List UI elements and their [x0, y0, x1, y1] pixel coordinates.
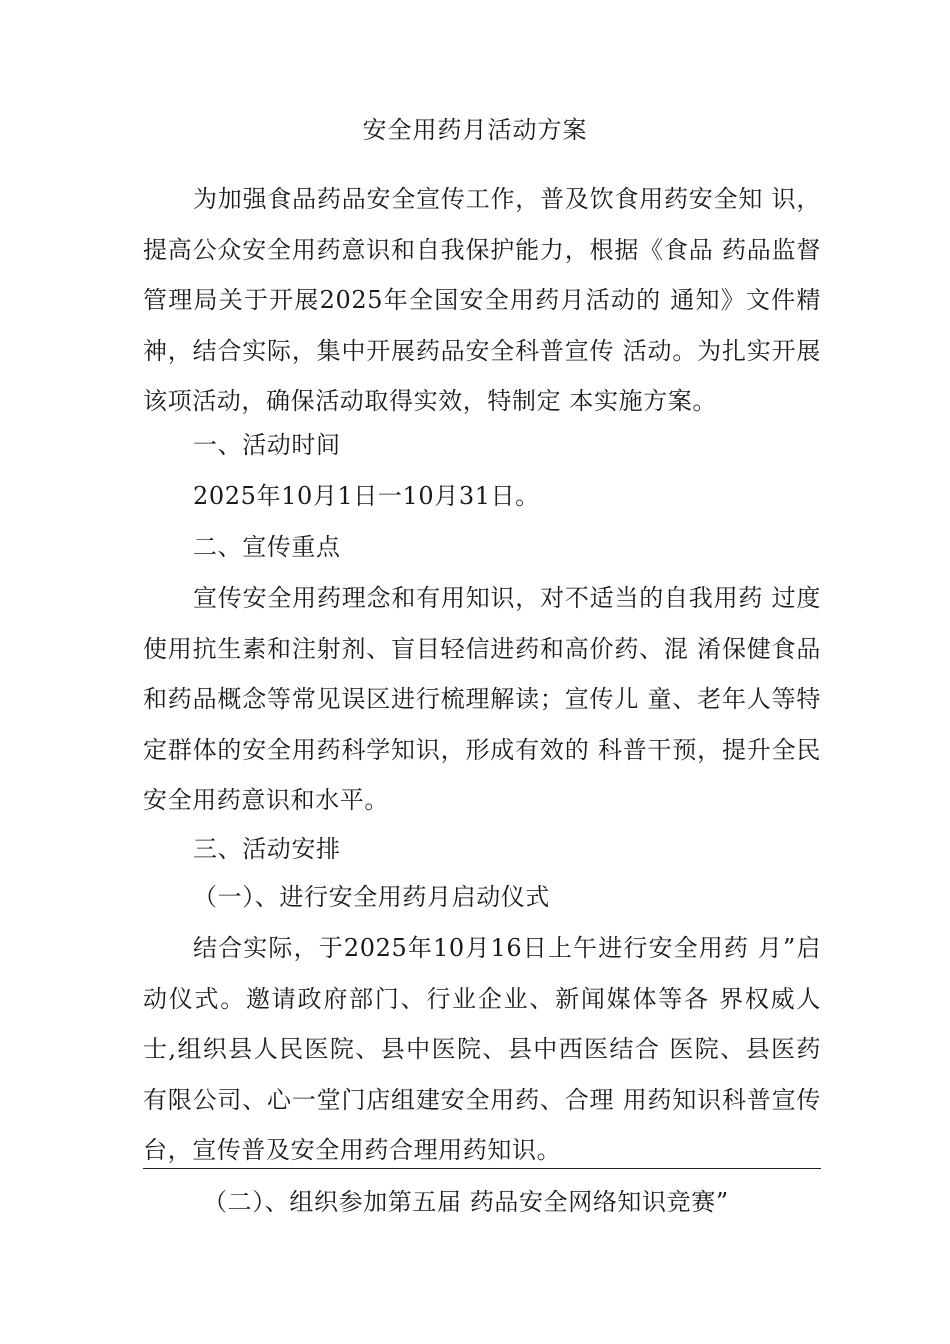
- section1-body: 2025年10月1日一10月31日。: [193, 482, 540, 510]
- section3-heading: 三、活动安排: [193, 835, 341, 863]
- section2-body: 宣传安全用药理念和有用知识，对不适当的自我用药 过度使用抗生素和注射剂、盲目轻信进药和高价药、混 淆保健食品和药品概念等常见误区进行梳理解读；宣传儿 童、老年人等特定群体的安全用药科学知识，形成有效的 科普干预，提升全民安全用药意识和水平。: [143, 584, 821, 814]
- section2-heading: 二、宣传重点: [193, 533, 341, 561]
- section3-sub2-heading: （二）、组织参加第五届 药品安全网络知识竞赛”: [203, 1188, 729, 1216]
- document-title: 安全用药月活动方案: [362, 116, 588, 144]
- section3-sub1-heading: （一）、进行安全用药月启动仪式: [193, 883, 550, 911]
- section3-sub1-body: 结合实际，于2025年10月16日上午进行安全用药 月”启动仪式。邀请政府部门、行业企业、新闻媒体等各 界权威人士,组织县人民医院、县中医院、县中西医结合 医院、县医药有限公司、心一堂门店组建安全用药、合理 用药知识科普宣传台，宣传普及安全用药合理用药知识。: [143, 934, 821, 1164]
- section1-heading: 一、活动时间: [193, 431, 341, 459]
- intro-paragraph: 为加强食品药品安全宣传工作，普及饮食用药安全知 识，提高公众安全用药意识和自我保护能力，根据《食品 药品监督管理局关于开展2025年全国安全用药月活动的 通知》文件精神，结合实际，集中开展药品安全科普宣传 活动。为扎实开展该项活动，确保活动取得实效，特制定 本实施方案。: [143, 185, 821, 415]
- divider-line: [143, 1168, 821, 1169]
